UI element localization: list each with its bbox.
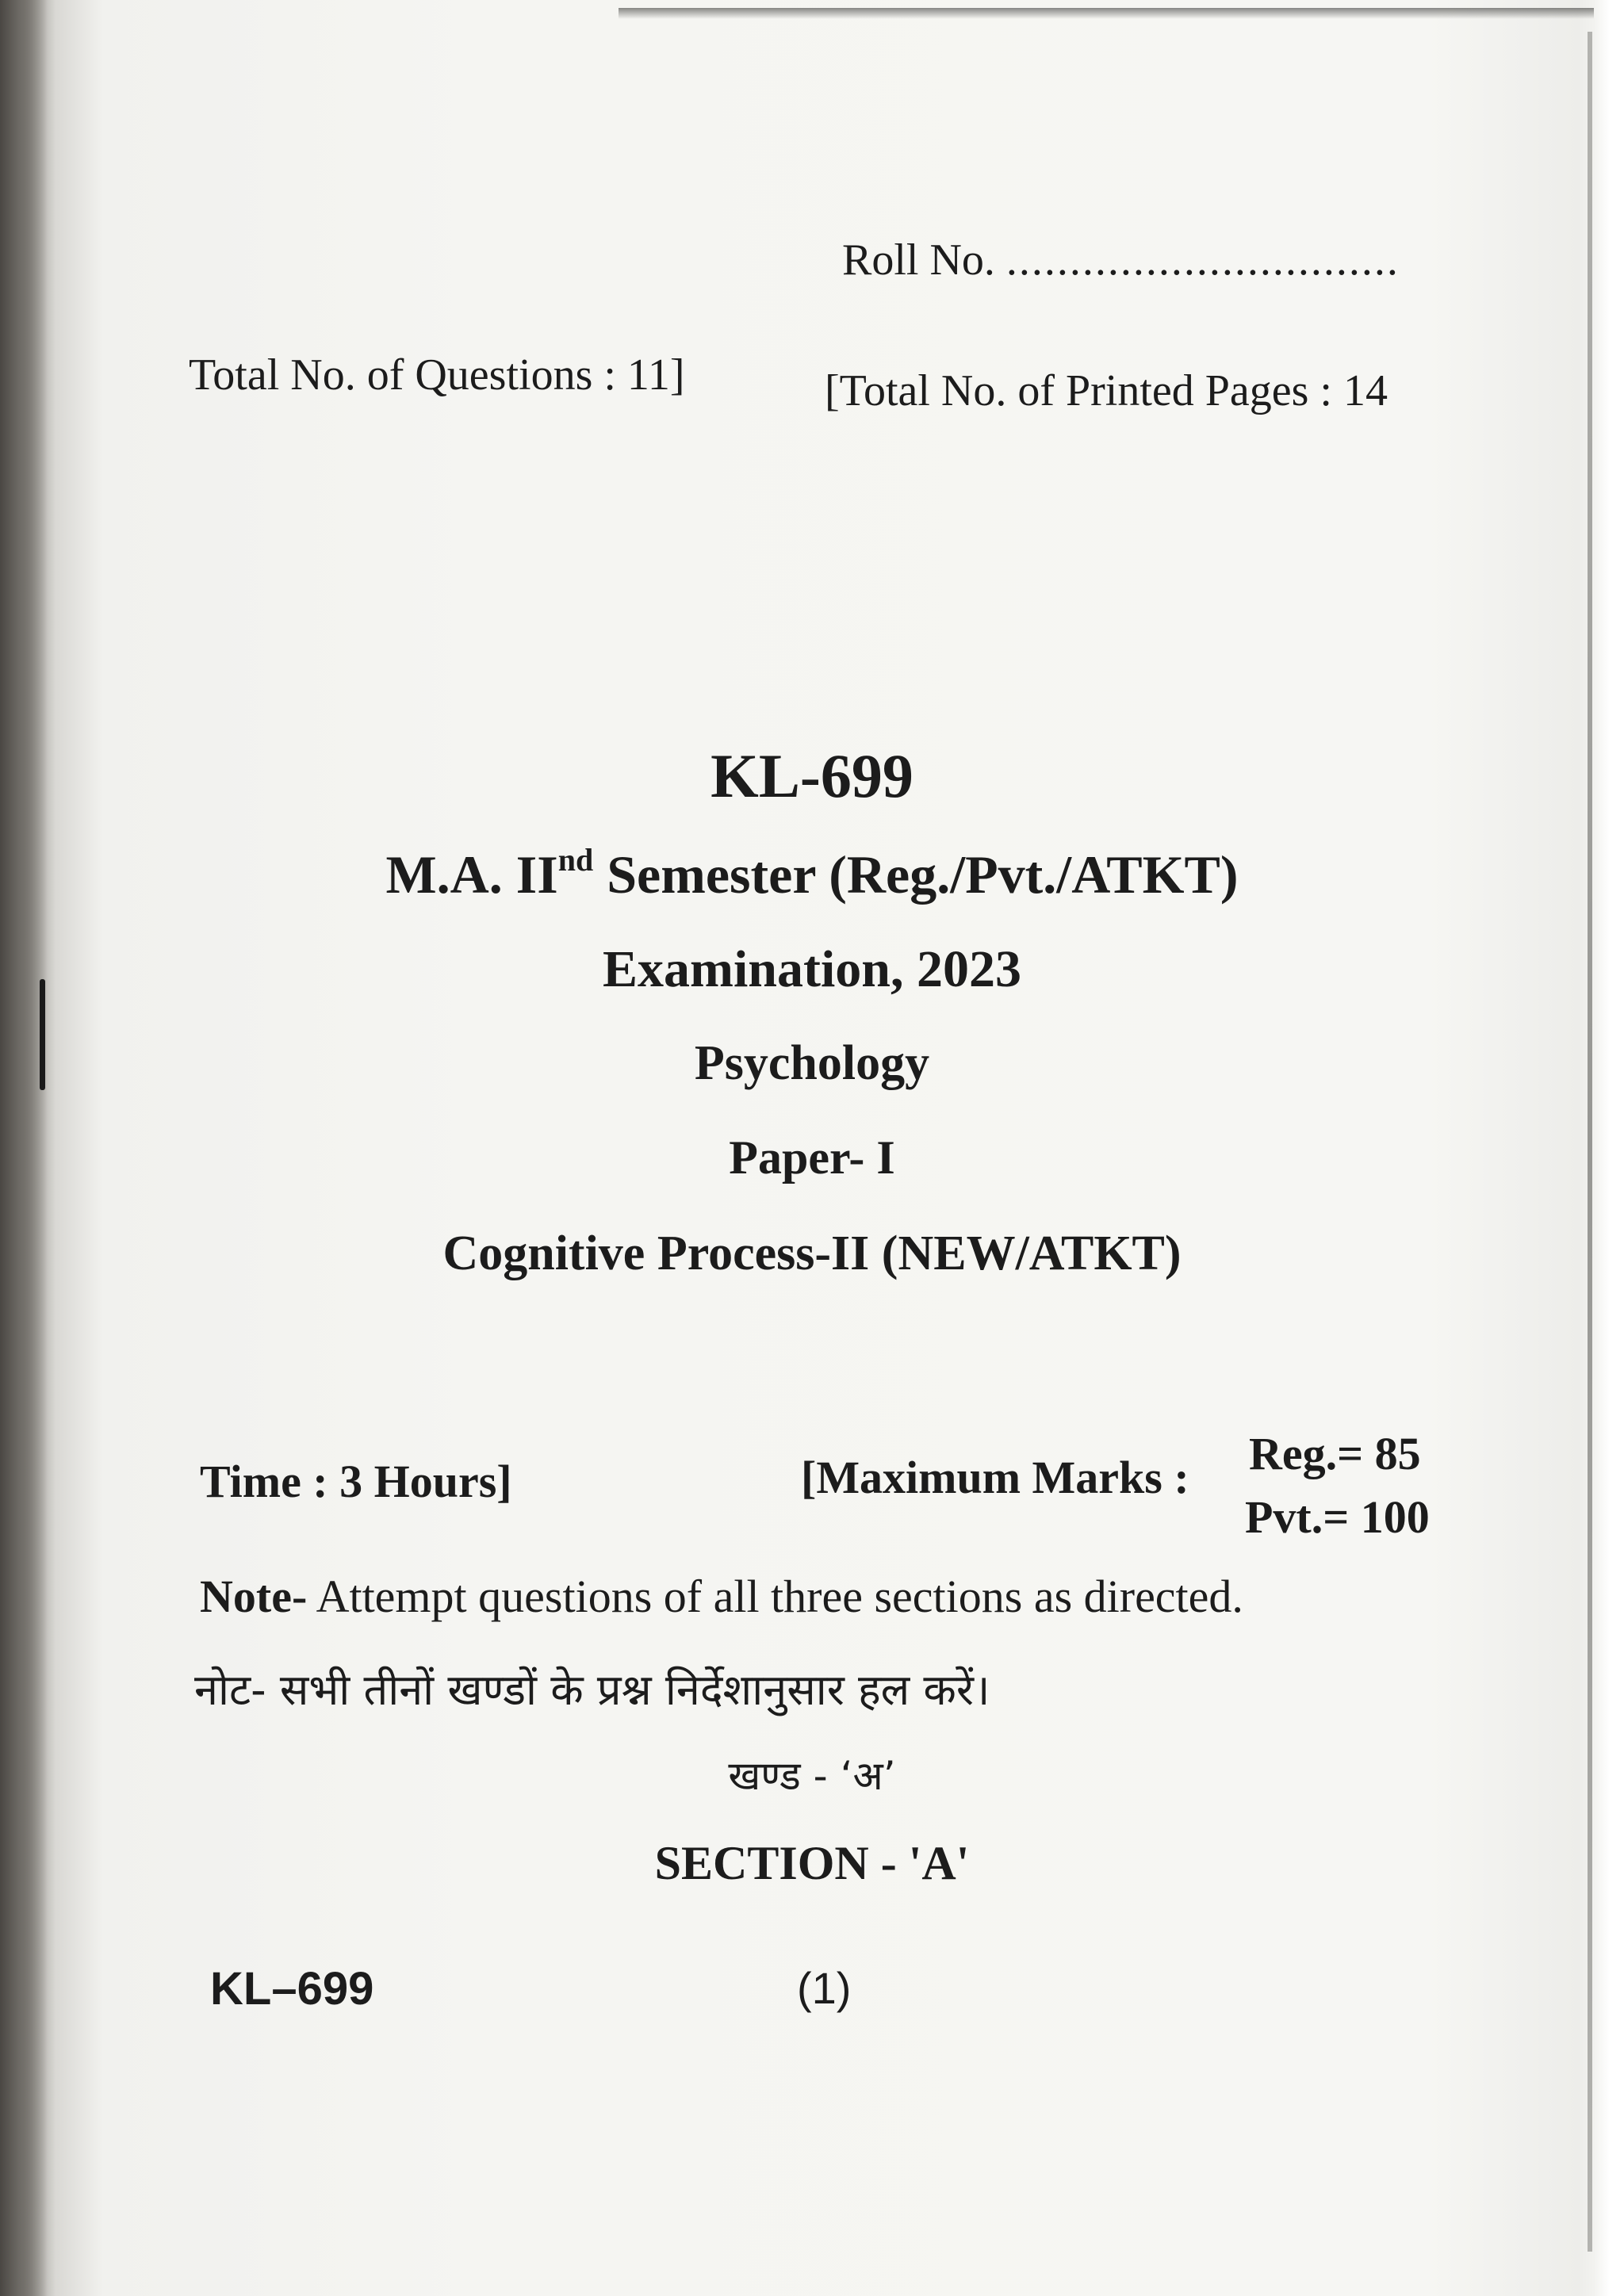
total-printed-pages: [Total No. of Printed Pages : 14 [825, 366, 1388, 415]
page-top-edge [619, 8, 1594, 19]
exam-time: Time : 3 Hours] [200, 1456, 512, 1507]
hindi-note: नोट- सभी तीनों खण्डों के प्रश्न निर्देशानुसार हल करें। [194, 1665, 990, 1715]
paper-code: KL-699 [710, 741, 914, 810]
roll-number-blank: ............................... [1005, 235, 1400, 285]
section-heading: SECTION - 'A' [654, 1837, 970, 1889]
note-label: Note- [200, 1571, 308, 1622]
roll-number-line [842, 235, 1400, 285]
footer-page-number: (1) [797, 1963, 852, 2013]
semester-prefix: M.A. II [385, 844, 558, 905]
note-text: Attempt questions of all three sections as directed. [307, 1571, 1243, 1622]
footer-paper-code: KL–699 [210, 1963, 374, 2015]
total-questions: Total No. of Questions : 11] [189, 350, 685, 400]
subject-title: Psychology [694, 1036, 930, 1090]
roll-number-label: Roll No. [842, 235, 995, 285]
course-title: Cognitive Process-II (NEW/ATKT) [442, 1226, 1182, 1280]
semester-suffix: Semester (Reg./Pvt./ATKT) [593, 844, 1239, 905]
examination-year: Examination, 2023 [602, 940, 1022, 998]
paper-number: Paper- I [729, 1131, 895, 1184]
regular-marks: Reg.= 85 [1249, 1428, 1421, 1479]
maximum-marks-label: [Maximum Marks : [801, 1452, 1189, 1503]
section-heading-hindi: खण्ड - ‘अ’ [728, 1753, 896, 1799]
semester-title [0, 842, 1624, 905]
semester-superscript: nd [557, 842, 594, 878]
private-marks: Pvt.= 100 [1245, 1491, 1430, 1543]
english-note [200, 1571, 1243, 1622]
